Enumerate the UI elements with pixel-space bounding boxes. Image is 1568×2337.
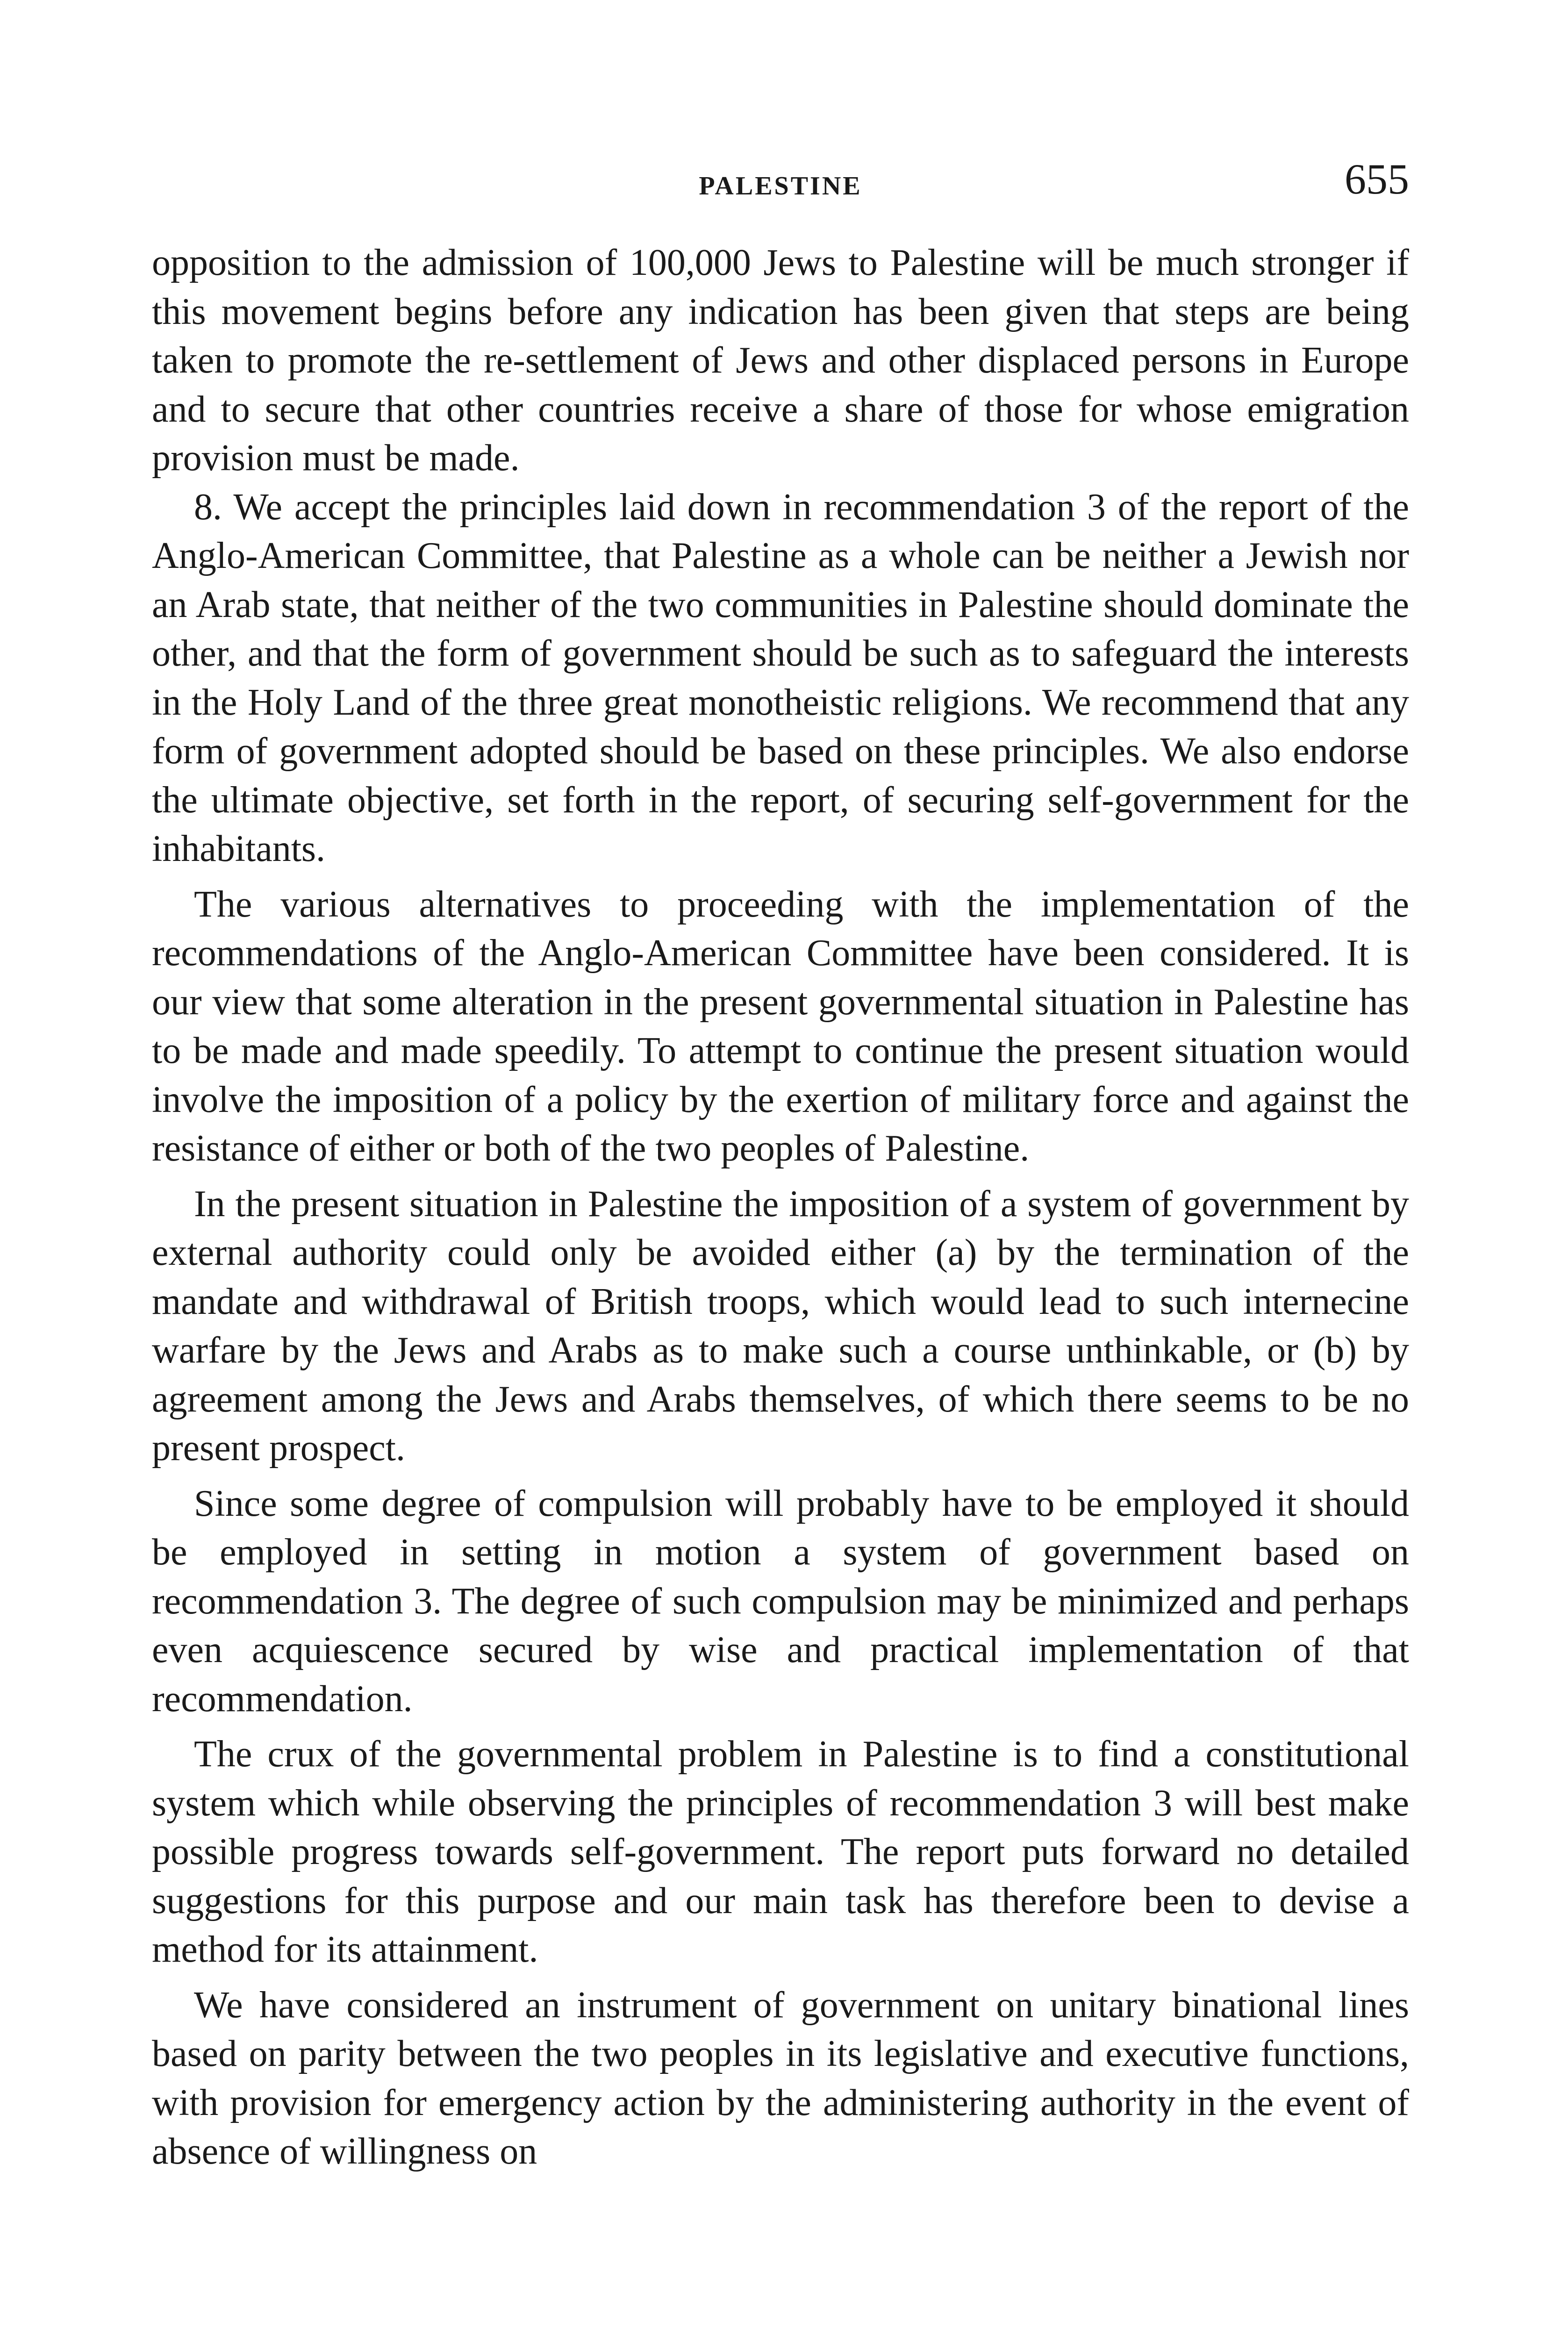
paragraph-binational: We have considered an instrument of government on unitary binational lines based on parity between the two peoples in its legislative and executive functions, with provision for emergency action by the administering authority in the event of absence of willingness on (152, 1984, 1409, 2172)
page-number: 655 (1345, 155, 1409, 203)
body-text (152, 238, 1409, 2176)
paragraph-compulsion: Since some degree of compulsion will probably have to be employed it should be employed in setting in motion a system of government based on recommendation 3. The degree of such compulsion may be minimized and perhaps even acquiescence secured by wise and practical implementation of that recommendation. (152, 1483, 1409, 1720)
paragraph-continuation: opposition to the admission of 100,000 Jews to Palestine will be much stronger if this movement begins before any indication has been given that steps are being taken to promote the re-settlement of Jews and other displaced persons in Europe and to secure that other countries receive a share of those for whose emigration provision must be made. (152, 242, 1409, 479)
paragraph-8: 8. We accept the principles laid down in recommendation 3 of the report of the Anglo-American Committee, that Palestine as a whole can be neither a Jewish nor an Arab state, that neither of the two communities in Palestine should dominate the other, and that the form of government should be such as to safeguard the interests in the Holy Land of the three great monotheistic religions. We recommend that any form of government adopted should be based on these principles. We also endorse the ultimate objective, set forth in the report, of securing self-government for the inhabitants. (152, 486, 1409, 869)
paragraph-crux: The crux of the governmental problem in Palestine is to find a constitutional system which while observing the principles of recommendation 3 will best make possible progress towards self-government. The report puts forward no detailed suggestions for this purpose and our main task has therefore been to devise a method for its attainment. (152, 1734, 1409, 1970)
running-head (152, 154, 1409, 206)
paragraph-alternatives: The various alternatives to proceeding with the implementation of the recommendations of the Anglo-American Committee have been considered. It is our view that some alteration in the present governmental situation in Palestine has to be made and made speedily. To attempt to continue the present situation would involve the imposition of a policy by the exertion of military force and against the resistance of either or both of the two peoples of Palestine. (152, 883, 1409, 1169)
paragraph-present-situation: In the present situation in Palestine the imposition of a system of government by external authority could only be avoided either (a) by the termination of the mandate and withdrawal of British troops, which would lead to such internecine warfare by the Jews and Arabs as to make such a course unthinkable, or (b) by agreement among the Jews and Arabs themselves, of which there seems to be no present prospect. (152, 1183, 1409, 1469)
running-title: PALESTINE (699, 172, 862, 201)
